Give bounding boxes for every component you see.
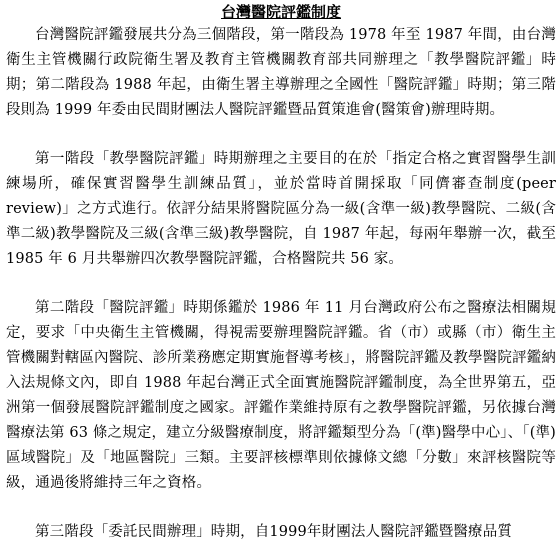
paragraph-spacer	[6, 272, 556, 296]
paragraph-spacer	[6, 123, 556, 147]
paragraph-stage-two: 第二階段「醫院評鑑」時期係鑑於 1986 年 11 月台灣政府公布之醫療法相關規定，要求「中央衛生主管機關，得視需要辦理醫院評鑑。省（市）或縣（市）衛生主管機關對轄區內醫院、診所業務應定期實施督導考核」，將醫院評鑑及教學醫院評鑑納入法規條文內，即自 1988 年起台灣正式全面實施醫院評鑑制度，為全世界第五，亞洲第一個發展醫院評鑑制度之國家。評鑑作業維持原有之教學醫院評鑑，另依據台灣醫療法第 63 條之規定，建立分級醫療制度，將評鑑類型分為「(準)醫學中心」、「(準)區域醫院」及「地區醫院」三類。主要評核標準則依據條文總「分數」來評核醫院等級，通過後將維持三年之資格。	[6, 300, 556, 491]
paragraph-stages-overview: 台灣醫院評鑑發展共分為三個階段，第一階段為 1978 年至 1987 年間，由台灣衛生主管機關行政院衛生署及教育主管機關教育部共同辦理之「教學醫院評鑑」時期；第二階段為 1988 年起，由衛生署主導辦理之全國性「醫院評鑑」時期；第三階段則為 1999 年委由民間財團法人醫院評鑑暨品質策進會(醫策會)辦理時期。	[6, 27, 556, 118]
paragraph-stage-one: 第一階段「教學醫院評鑑」時期辦理之主要目的在於「指定合格之實習醫學生訓練場所，確保實習醫學生訓練品質」，並於當時首開採取「同儕審查制度(peer review)」之方式進行。依評分結果將醫院區分為一級(含準一級)教學醫院、二級(含準二級)教學醫院及三級(含準三級)教學醫院，自 1987 年起，每兩年舉辦一次，截至 1985 年 6 月共舉辦四次教學醫院評鑑，合格醫院共 56 家。	[6, 151, 556, 267]
paragraph-spacer	[6, 496, 556, 520]
paragraph-stage-three: 第三階段「委託民間辦理」時期，自1999年財團法人醫院評鑑暨醫療品質	[35, 524, 512, 540]
document-title: 台灣醫院評鑑制度	[220, 3, 341, 21]
